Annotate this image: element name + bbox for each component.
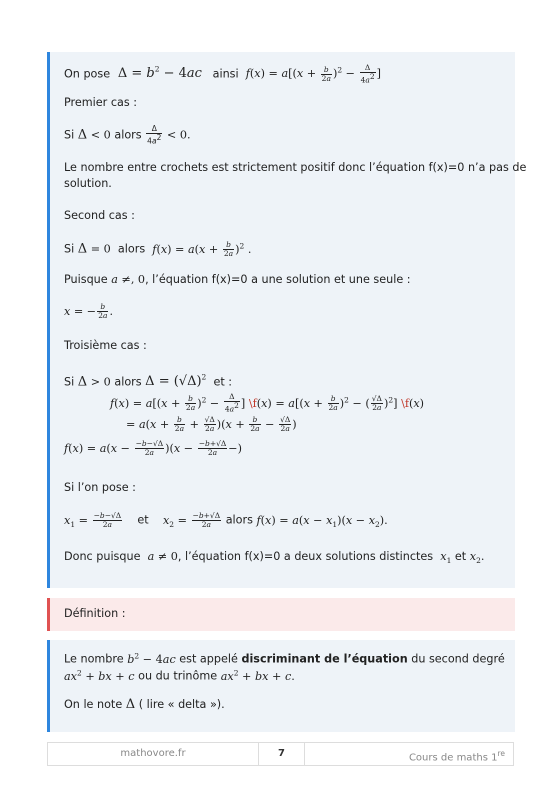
definition-label: Définition : <box>64 607 126 620</box>
definition-line-3: On le note Δ ( lire « delta »). <box>64 697 225 712</box>
text: et <box>454 550 467 563</box>
text: Si <box>64 128 75 142</box>
text: est appelé <box>179 652 238 666</box>
text: Donc puisque <box>64 550 141 563</box>
text: , l’équation f(x)=0 a une solution et une seule : <box>145 273 411 286</box>
course-sup: re <box>497 749 505 758</box>
text: On le note <box>64 698 123 711</box>
text: alors <box>114 128 142 142</box>
footer-course <box>305 743 513 765</box>
text: ou du trinôme <box>138 669 218 683</box>
equation-line-3: f(x) = a(x − $\frac{-b-√\Delta}{2a}$ )(x − $\frac{-b+√\Delta}{2a}$ −) <box>64 439 243 457</box>
text: On pose <box>64 67 111 81</box>
footer-page-number: 7 <box>259 743 305 765</box>
bold-term: discriminant de l’équation <box>241 652 408 666</box>
troisieme-cas-heading: Troisième cas : <box>64 339 147 352</box>
definition-line-1: Le nombre $b^2 - 4ac$ est appelé discriminant de l’équation du second degré <box>64 651 505 666</box>
text: , l’équation f(x)=0 a deux solutions distinctes <box>177 550 434 563</box>
equation-line-2: = a(x + $\frac{b}{2a}$ + $\frac{√\Delta}{2a}$ )(x + $\frac{b}{2a}$ − $\frac{√\Delta}{2a}$ ) <box>126 415 297 433</box>
puisque-line: Puisque a ≠, 0, l’équation f(x)=0 a une solution et une seule : <box>64 273 411 286</box>
second-cas-heading: Second cas : <box>64 209 135 222</box>
footer-site: mathovore.fr <box>48 743 259 765</box>
definition-box <box>47 598 515 631</box>
equation-line-1: f(x) = a[(x + $\frac{b}{2a}$ )$^2$ − $\frac{\Delta}{4a^2}$ ] \f(x) = a[(x + $\frac{b}{2a}$ )$^2$ − ( $\frac{√\Delta}{2a}$ )$^2$] \f(x) <box>110 392 425 414</box>
text: alors <box>225 513 253 527</box>
theorem-box <box>47 52 527 588</box>
troisieme-cas-condition: Si Δ > 0 alors $\Delta = (√\Delta)^2$ et : <box>64 373 233 390</box>
page-footer <box>47 742 514 766</box>
roots-line: $x_1$ = $\frac{-b-√\Delta}{2a}$ et $x_2$ = $\frac{-b+√\Delta}{2a}$ alors $f(x) = a(x - x_1)(x - x_2)$. <box>64 511 388 529</box>
pose-line: On pose $\Delta = b^2 - 4ac$ ainsi f(x) = a[(x + $\frac{b}{2a}$ )$^2$ − $\frac{\Delta}{4a^2}$ ] <box>64 63 382 85</box>
premier-cas-condition: Si Δ < 0 alors $\frac{\Delta}{4a^2}$ < 0. <box>64 124 191 146</box>
text: et : <box>213 375 233 389</box>
neg-text-1: Le nombre entre crochets est strictement positif donc l’équation f(x)=0 n’a pas de <box>64 161 527 174</box>
text: ( lire « delta »). <box>138 698 225 711</box>
text: Puisque <box>64 273 108 286</box>
text: Le nombre <box>64 652 124 666</box>
text: Si <box>64 242 75 256</box>
definition-content-box <box>47 640 515 732</box>
neg-text-2: solution. <box>64 177 112 190</box>
single-root: x = − $\frac{b}{2a}$ . <box>64 302 114 320</box>
text: ainsi <box>212 67 239 81</box>
conclusion-line: Donc puisque a ≠ 0, l’équation f(x)=0 a deux solutions distinctes $x_1$ et $x_2$. <box>64 550 485 566</box>
course-text: Cours de maths 1 <box>408 752 498 764</box>
text: et <box>137 513 149 527</box>
text: Si <box>64 375 75 389</box>
text: alors <box>114 375 142 389</box>
text: alors <box>117 242 146 256</box>
second-cas-condition: Si Δ = 0 alors f(x) = a(x + $\frac{b}{2a}$ )$^2$ . <box>64 240 252 259</box>
definition-line-2: $ax^2$ + bx + c ou du trinôme $ax^2$ + bx + c. <box>64 668 295 683</box>
si-on-pose: Si l’on pose : <box>64 481 136 494</box>
premier-cas-heading: Premier cas : <box>64 96 137 109</box>
text: du second degré <box>411 652 505 666</box>
